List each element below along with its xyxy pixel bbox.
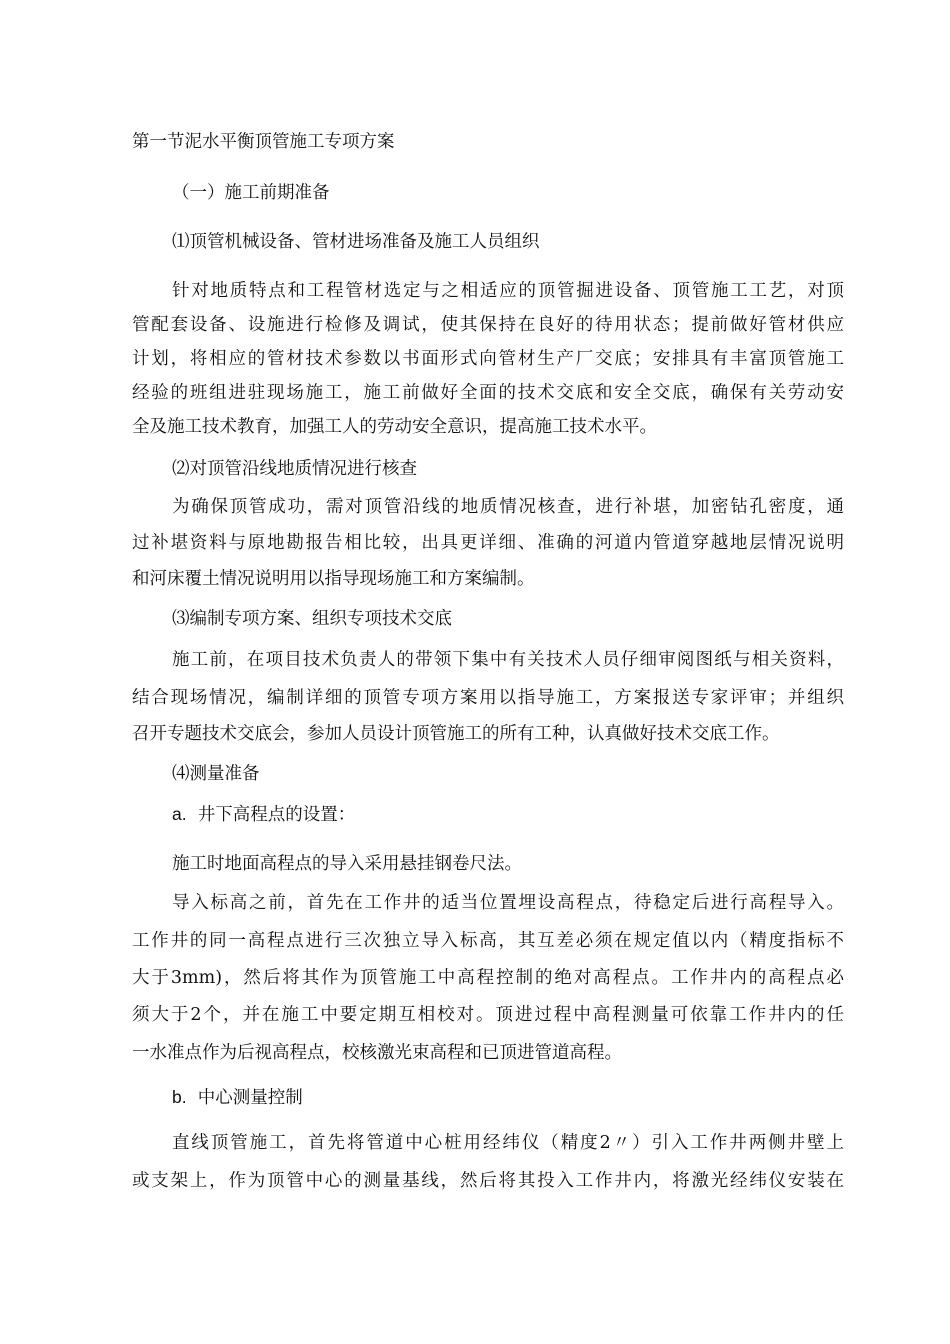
paragraph-line: 和河床覆土情况说明用以指导现场施工和方案编制。 [132,569,535,589]
paragraph-line: 大于3mm)，然后将其作为顶管施工中高程控制的绝对高程点。工作井内的高程点必 [132,968,844,988]
item-heading-3: ⑶编制专项方案、组织专项技术交底 [172,609,452,629]
paragraph-line: 计划，将相应的管材技术参数以书面形式向管材生产厂交底；安排具有丰富顶管施工 [132,349,844,369]
paragraph-line: 过补堪资料与原地勘报告相比较，出具更详细、准确的河道内管道穿越地层情况说明 [132,533,844,553]
paragraph-line: 工作井的同一高程点进行三次独立导入标高，其互差必须在规定值以内（精度指标不 [132,931,844,951]
document-title: 第一节泥水平衡顶管施工专项方案 [132,132,395,152]
paragraph-line: 直线顶管施工，首先将管道中心桩用经纬仪（精度2〃）引入工作井两侧井壁上 [172,1133,844,1153]
item-heading-2: ⑵对顶管沿线地质情况进行核查 [172,459,417,479]
subsection-a-title: 井下高程点的设置： [197,805,356,825]
subsection-b-marker: b. [172,1087,187,1107]
subsection-b-title: 中心测量控制 [197,1088,303,1108]
paragraph-line: 结合现场情况，编制详细的顶管专项方案用以指导施工，方案报送专家评审；并组织 [132,688,844,708]
paragraph-line: 须大于2个，并在施工中要定期互相校对。顶进过程中高程测量可依靠工作井内的任 [132,1005,844,1025]
paragraph-line: 施工前，在项目技术负责人的带领下集中有关技术人员仔细审阅图纸与相关资料， [172,650,844,670]
paragraph-line: 一水准点作为后视高程点，校核激光束高程和已顶进管道高程。 [132,1043,622,1063]
paragraph-line: 全及施工技术教育，加强工人的劳动安全意识，提高施工技术水平。 [132,417,657,437]
paragraph-line: 导入标高之前，首先在工作井的适当位置埋设高程点，待稳定后进行高程导入。 [172,893,844,913]
paragraph-line: 或支架上，作为顶管中心的测量基线，然后将其投入工作井内，将激光经纬仪安装在 [132,1171,844,1191]
subsection-a-heading [172,802,355,827]
paragraph-line: 经验的班组进驻现场施工，施工前做好全面的技术交底和安全交底，确保有关劳动安 [132,383,844,403]
item-heading-4: ⑷测量准备 [172,764,260,784]
subsection-b-heading [172,1085,303,1110]
paragraph-line: 针对地质特点和工程管材选定与之相适应的顶管掘进设备、顶管施工工艺，对顶 [172,281,844,301]
subsection-a-marker: a. [172,804,187,824]
paragraph-line: 为确保顶管成功，需对顶管沿线的地质情况核查，进行补堪，加密钻孔密度，通 [172,497,844,517]
item-heading-1: ⑴顶管机械设备、管材进场准备及施工人员组织 [172,232,540,252]
paragraph-line: 施工时地面高程点的导入采用悬挂钢卷尺法。 [172,854,522,874]
paragraph-line: 召开专题技术交底会，参加人员设计顶管施工的所有工种，认真做好技术交底工作。 [132,724,780,744]
section-heading: （一）施工前期准备 [172,183,330,203]
paragraph-line: 管配套设备、设施进行检修及调试，使其保持在良好的待用状态；提前做好管材供应 [132,315,844,335]
